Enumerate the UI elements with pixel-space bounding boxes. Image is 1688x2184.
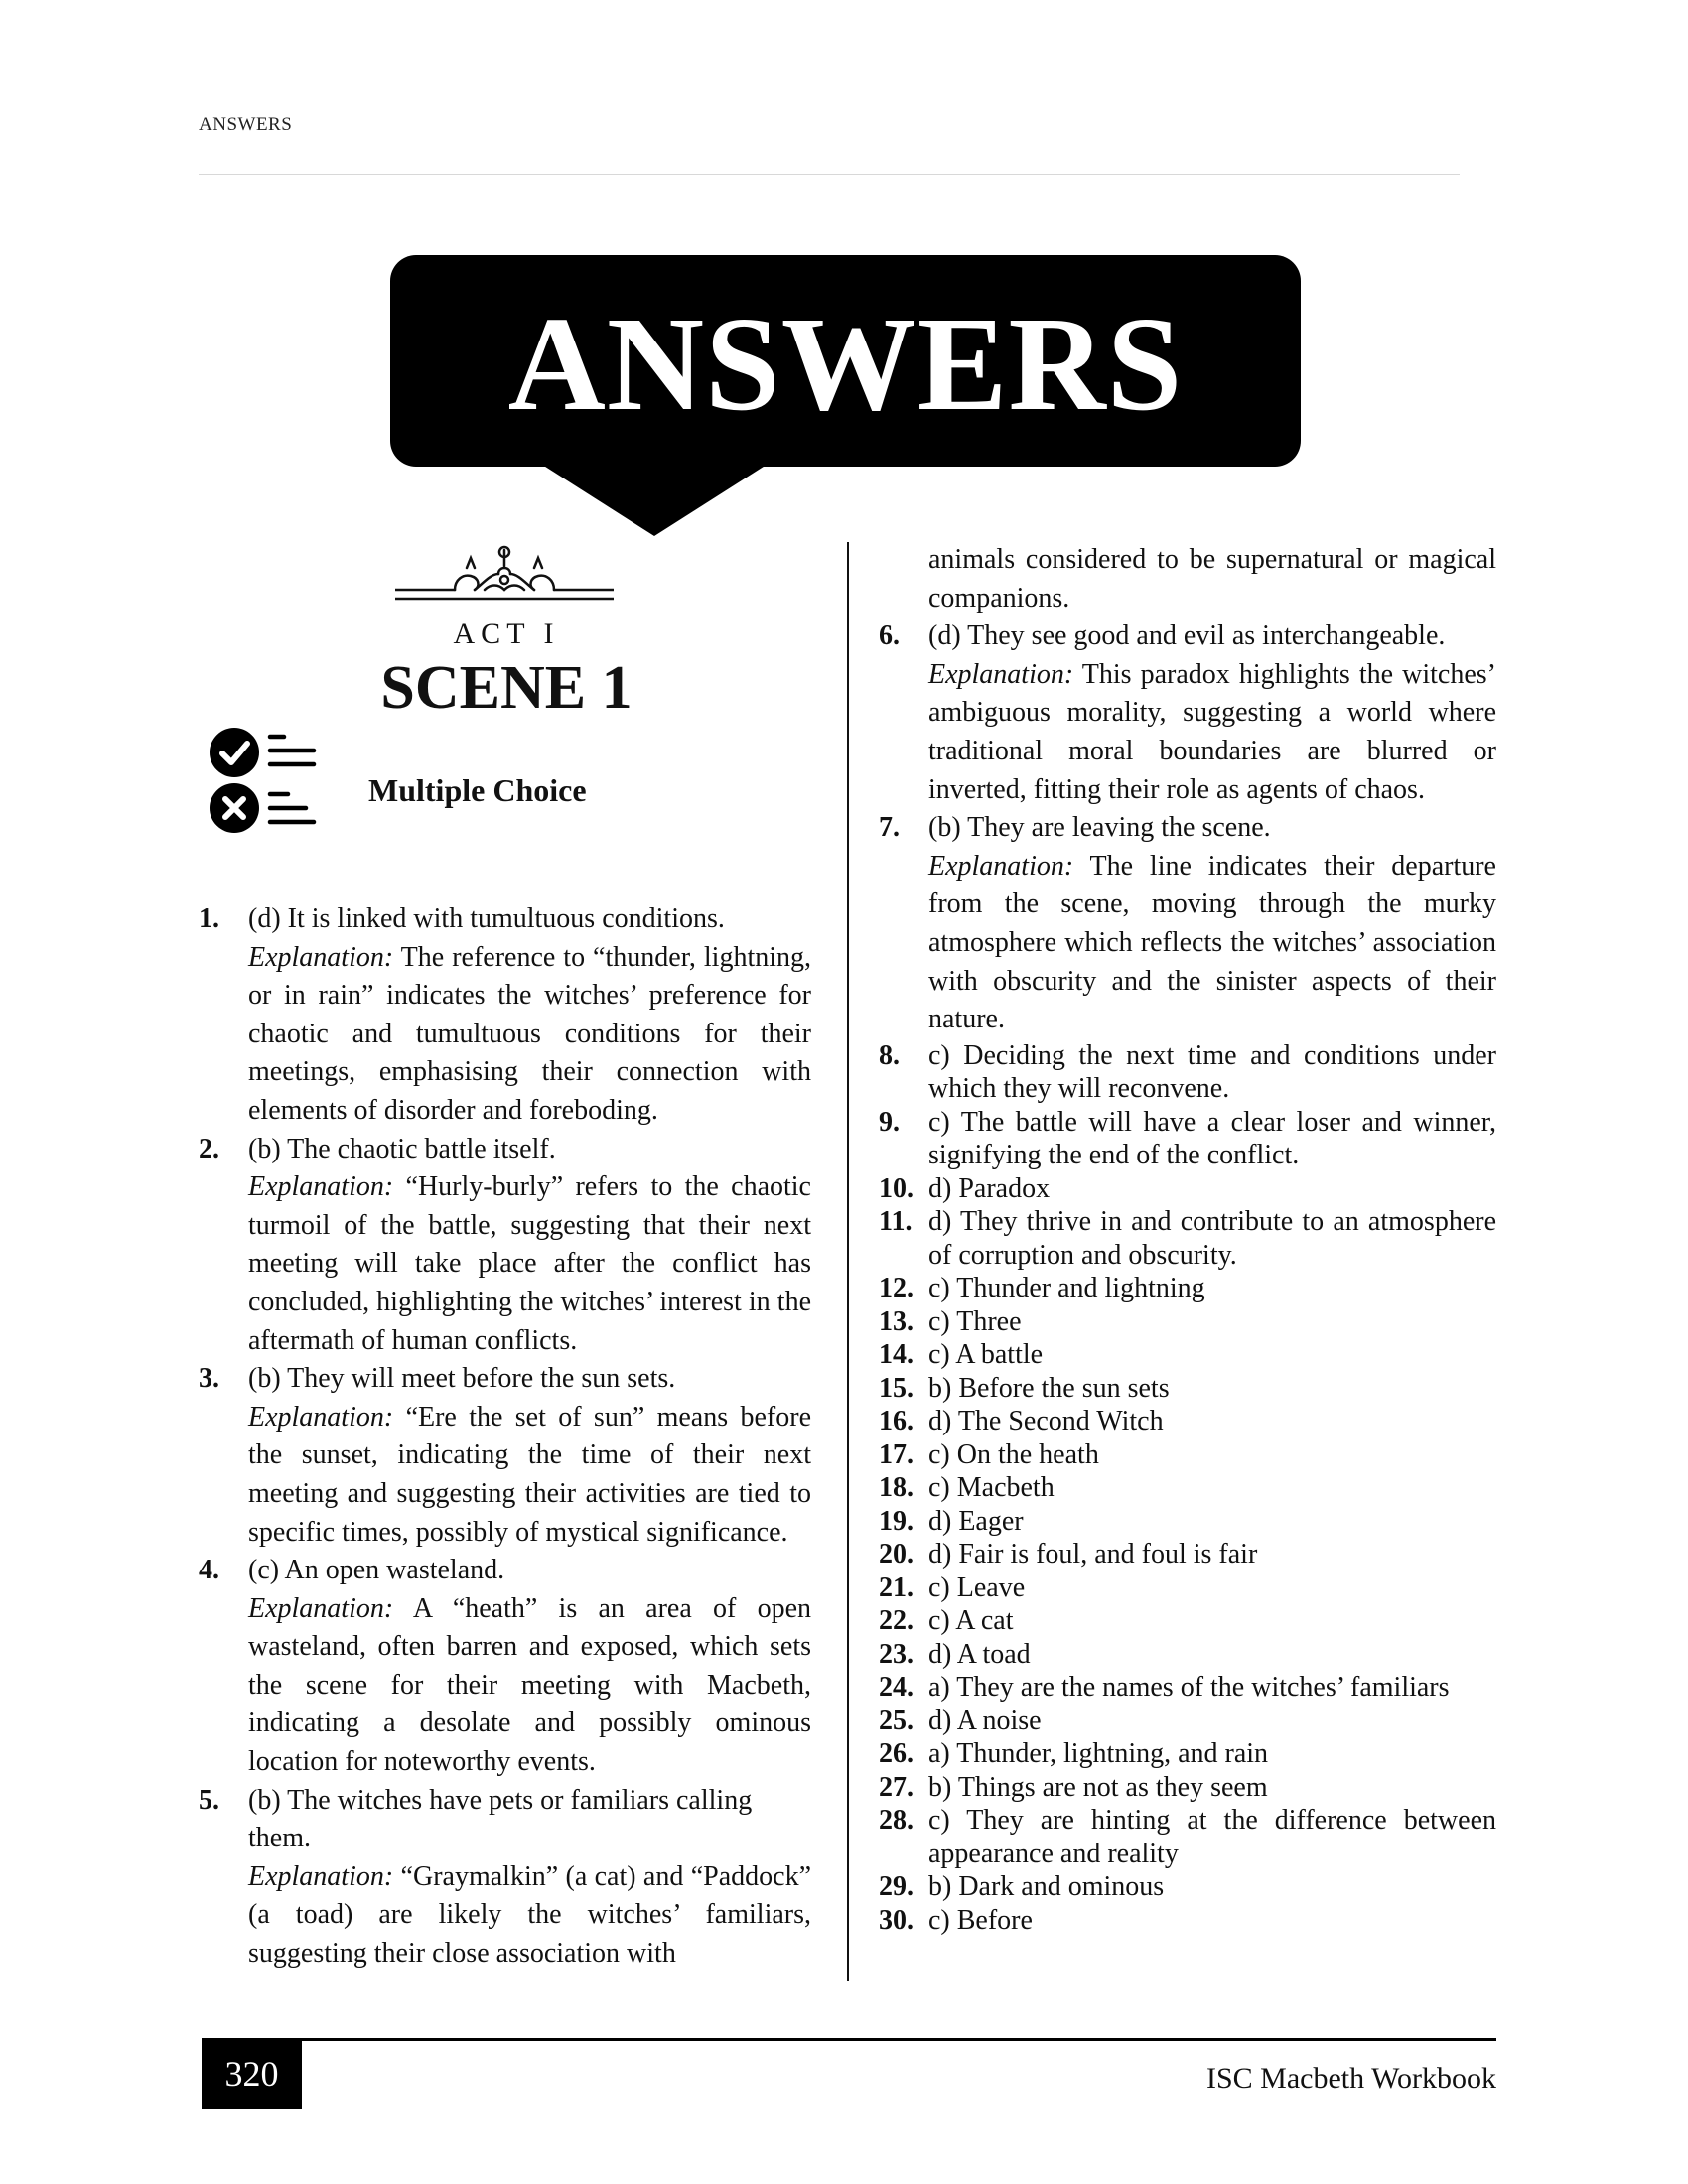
answer-number: 24.	[879, 1672, 914, 1704]
explanation-text: A “heath” is an area of open wasteland, often barren and exposed, which sets the scene for their meeting with Macbeth, indicating a desolate and possibly ominous location for noteworthy events.	[248, 1592, 811, 1778]
answer-text: a) Thunder, lightning, and rain	[928, 1738, 1269, 1770]
answer-text: (b) The witches have pets or familiars calling them.	[248, 1784, 753, 1854]
explanation	[248, 1858, 811, 1974]
answer-item	[879, 809, 1496, 1039]
answer-text: c) They are hinting at the difference between appearance and reality	[928, 1805, 1496, 1869]
left-column	[199, 900, 811, 1974]
page-number: 320	[202, 2038, 302, 2109]
answer-number: 19.	[879, 1505, 914, 1537]
answer-body	[248, 1360, 811, 1552]
answer-number: 14.	[879, 1339, 914, 1371]
answer-item	[879, 1106, 1496, 1172]
answer-text: (d) It is linked with tumultuous conditions.	[248, 903, 725, 934]
answer-text: d) Fair is foul, and foul is fair	[928, 1539, 1258, 1570]
answer-number: 15.	[879, 1372, 914, 1404]
answer-number: 30.	[879, 1904, 914, 1936]
header-rule	[199, 174, 1460, 175]
answer-item	[879, 1671, 1496, 1705]
answer-number: 17.	[879, 1438, 914, 1470]
answer-number: 28.	[879, 1805, 914, 1837]
explanation-label: Explanation:	[248, 1860, 394, 1892]
answer-body	[248, 900, 811, 1131]
cross-icon	[210, 783, 259, 833]
answer-text: (c) An open wasteland.	[248, 1555, 505, 1586]
answer-item	[879, 1272, 1496, 1305]
answer-item	[199, 1360, 811, 1552]
right-column	[879, 541, 1496, 1937]
answer-item	[879, 1505, 1496, 1539]
answer-text: c) Deciding the next time and conditions under which they will reconvene.	[928, 1039, 1496, 1105]
answer-number: 1.	[199, 903, 219, 934]
answer-body	[248, 1552, 811, 1782]
answer-item	[199, 1131, 811, 1361]
answer-number: 10.	[879, 1172, 914, 1204]
answer-number: 29.	[879, 1871, 914, 1903]
multiple-choice-icon	[207, 725, 318, 836]
column-divider	[847, 542, 849, 1981]
answer-text: c) Macbeth	[928, 1472, 1055, 1504]
answer-item	[199, 900, 811, 1131]
answer-number: 26.	[879, 1738, 914, 1770]
check-icon	[210, 728, 259, 777]
explanation-label: Explanation:	[248, 1171, 394, 1203]
answer-item	[879, 1205, 1496, 1272]
answer-number: 25.	[879, 1705, 914, 1736]
answer-item	[879, 1438, 1496, 1472]
answer-text: c) The battle will have a clear loser and winner, signifying the end of the conflict.	[928, 1106, 1496, 1171]
explanation-text: “Graymalkin” (a cat) and “Paddock” (a toad) are likely the witches’ familiars, suggesting their close association with	[248, 1860, 811, 1970]
answer-item	[879, 617, 1496, 809]
answer-text: c) On the heath	[928, 1438, 1099, 1470]
answer-item	[879, 1405, 1496, 1438]
answer-text: c) Leave	[928, 1571, 1026, 1603]
answer-item	[879, 1039, 1496, 1106]
explanation	[248, 1399, 811, 1552]
answer-item	[879, 1571, 1496, 1605]
answer-item	[879, 1904, 1496, 1938]
answer-text: (b) They will meet before the sun sets.	[248, 1363, 676, 1395]
answer-text: b) Before the sun sets	[928, 1372, 1170, 1404]
answer-text: d) Eager	[928, 1505, 1024, 1537]
running-head: ANSWERS	[199, 114, 293, 135]
explanation-label: Explanation:	[248, 941, 394, 973]
list-lines-icon	[270, 737, 314, 822]
answer-text: c) A cat	[928, 1605, 1014, 1637]
explanation-text: “Hurly-burly” refers to the chaotic turmoil of the battle, suggesting that their next meeting will take place after the conflict has concluded, highlighting the witches’ interest in the aftermath of human conflicts.	[248, 1171, 811, 1356]
answer-item	[879, 1338, 1496, 1372]
answer-number: 3.	[199, 1363, 219, 1395]
book-title: ISC Macbeth Workbook	[1205, 2062, 1496, 2095]
answer-number: 21.	[879, 1571, 914, 1603]
explanation-label: Explanation:	[248, 1401, 394, 1433]
answer-body	[928, 617, 1496, 809]
footer-rule	[202, 2038, 1496, 2041]
explanation-label: Explanation:	[928, 658, 1074, 690]
explanation-label: Explanation:	[928, 850, 1074, 882]
answer-text: (b) The chaotic battle itself.	[248, 1133, 556, 1164]
answer-number: 4.	[199, 1555, 219, 1586]
answer-item	[199, 1782, 811, 1974]
explanation	[928, 656, 1496, 809]
answer-text: a) They are the names of the witches’ familiars	[928, 1672, 1450, 1704]
answer-text: c) Thunder and lightning	[928, 1273, 1205, 1304]
explanation-text: This paradox highlights the witches’ ambiguous morality, suggesting a world where traditional moral boundaries are blurred or inverted, fitting their role as agents of chaos.	[928, 658, 1496, 805]
explanation-text: The reference to “thunder, lightning, or in rain” indicates the witches’ preference for chaotic and tumultuous conditions for their meetings, emphasising their connection with elements of disorder and foreboding.	[248, 941, 811, 1126]
answers-banner	[390, 255, 1301, 467]
continuation-text: animals considered to be supernatural or magical companions.	[928, 544, 1496, 614]
explanation	[248, 939, 811, 1131]
answer-text: c) Three	[928, 1305, 1022, 1337]
answer-body	[248, 1782, 811, 1974]
answer-item	[199, 1552, 811, 1782]
answer-item	[879, 1705, 1496, 1738]
answer-number: 7.	[879, 812, 900, 844]
answer-text: b) Dark and ominous	[928, 1871, 1165, 1903]
answer-number: 23.	[879, 1638, 914, 1670]
answer-text: d) A toad	[928, 1638, 1031, 1670]
answer-number: 9.	[879, 1106, 900, 1138]
answer-item	[879, 1804, 1496, 1870]
banner-pointer	[542, 465, 767, 536]
answer-text: c) A battle	[928, 1339, 1044, 1371]
answer-item	[879, 1737, 1496, 1771]
answer-item	[879, 1471, 1496, 1505]
explanation	[248, 1168, 811, 1360]
answer-number: 20.	[879, 1539, 914, 1570]
answer-number: 5.	[199, 1784, 219, 1816]
answer-text: d) Paradox	[928, 1172, 1051, 1204]
answer-item	[879, 1771, 1496, 1805]
multiple-choice-label: Multiple Choice	[368, 772, 587, 808]
banner-title: ANSWERS	[507, 289, 1184, 439]
answer-text: d) The Second Witch	[928, 1406, 1164, 1437]
explanation-label: Explanation:	[248, 1592, 394, 1624]
answer-number: 16.	[879, 1406, 914, 1437]
answer-number: 12.	[879, 1273, 914, 1304]
answer-body	[928, 809, 1496, 1039]
answer-text: d) They thrive in and contribute to an atmosphere of corruption and obscurity.	[928, 1206, 1496, 1271]
answer-number: 18.	[879, 1472, 914, 1504]
answer-number: 22.	[879, 1605, 914, 1637]
answer-item	[879, 1638, 1496, 1672]
answer-text: b) Things are not as they seem	[928, 1771, 1268, 1803]
answer-number: 11.	[879, 1206, 913, 1238]
answer-number: 2.	[199, 1133, 219, 1164]
answer-number: 8.	[879, 1039, 900, 1071]
answer-text: (d) They see good and evil as interchangeable.	[928, 620, 1446, 652]
answer-item	[879, 1604, 1496, 1638]
explanation-text: The line indicates their departure from the scene, moving through the murky atmosphere which reflects the witches’ association with obscurity and the sinister aspects of their nature.	[928, 850, 1496, 1035]
answer-item	[879, 1538, 1496, 1571]
answer-number: 13.	[879, 1305, 914, 1337]
answer-item	[879, 1172, 1496, 1206]
answer-item	[879, 1372, 1496, 1406]
answer-body	[248, 1131, 811, 1361]
scene-title: SCENE 1	[380, 654, 633, 722]
answer-item	[879, 1870, 1496, 1904]
ornament-flourish-icon	[395, 544, 614, 614]
answer-item	[879, 1305, 1496, 1339]
answer-text: d) A noise	[928, 1705, 1042, 1736]
answer-number: 6.	[879, 620, 900, 652]
answer-number: 27.	[879, 1771, 914, 1803]
answer-text: (b) They are leaving the scene.	[928, 812, 1271, 844]
explanation	[248, 1590, 811, 1782]
explanation-text: “Ere the set of sun” means before the sunset, indicating the time of their next meeting and suggesting their activities are tied to specific times, possibly of mystical significance.	[248, 1401, 811, 1548]
act-label: ACT I	[453, 617, 560, 650]
explanation	[928, 848, 1496, 1039]
answer-text: c) Before	[928, 1904, 1033, 1936]
